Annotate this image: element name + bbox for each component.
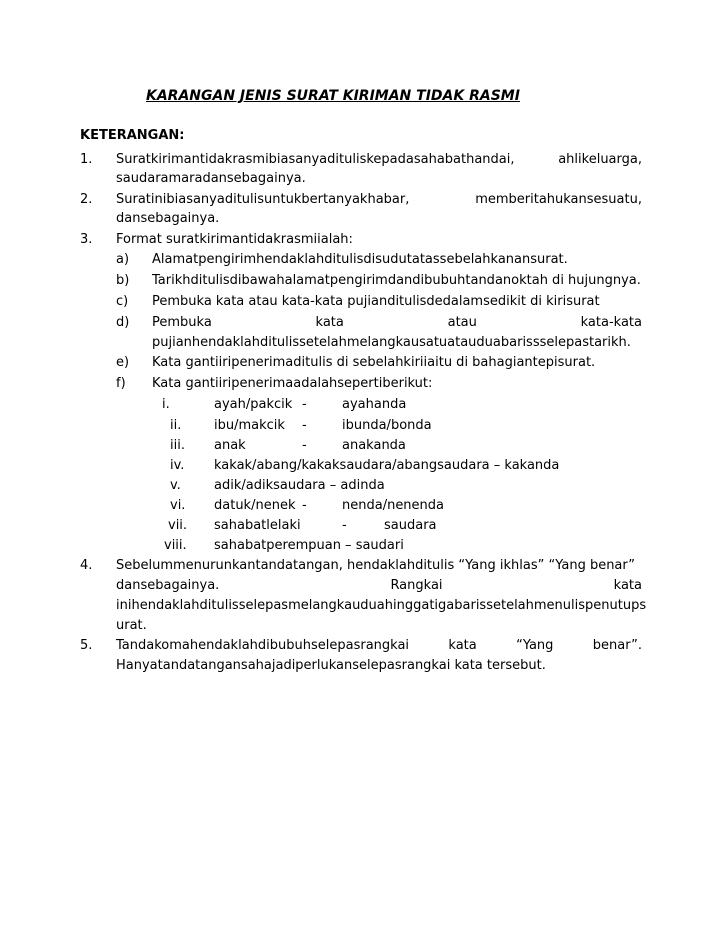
sub-c-text: Pembuka kata atau kata-kata pujianditulisdedalamsedikit di kirisurat bbox=[152, 294, 600, 309]
roman-number: v. bbox=[170, 478, 181, 493]
roman-separator: - bbox=[302, 498, 307, 513]
roman-number: viii. bbox=[164, 538, 187, 553]
sub-f-letter: f) bbox=[116, 376, 126, 391]
sub-d-word: Pembuka bbox=[152, 315, 212, 330]
roman-full-line: sahabatperempuan – saudari bbox=[214, 538, 404, 553]
roman-full-line: adik/adiksaudara – adinda bbox=[214, 478, 385, 493]
roman-number: vii. bbox=[168, 518, 188, 533]
document-title: KARANGAN JENIS SURAT KIRIMAN TIDAK RASMI bbox=[146, 88, 520, 104]
item-4-line3: inihendaklahditulisselepasmelangkauduahinggatigabarissetelahmenulispenutups bbox=[116, 598, 647, 613]
roman-meaning: ayahanda bbox=[342, 397, 407, 412]
roman-number: vi. bbox=[170, 498, 186, 513]
roman-separator: - bbox=[302, 438, 307, 453]
item-5-word: kata bbox=[448, 638, 477, 653]
item-2-line1 bbox=[116, 192, 642, 207]
item-4-word: dansebagainya. bbox=[116, 578, 220, 593]
sub-d-word: kata-kata bbox=[580, 315, 642, 330]
roman-number: iii. bbox=[170, 438, 185, 453]
item-5-number: 5. bbox=[80, 638, 93, 653]
item-5-line2: Hanyatandatangansahajadiperlukanselepasrangkai kata tersebut. bbox=[116, 658, 546, 673]
item-2-word: memberitahukansesuatu, bbox=[475, 192, 642, 207]
item-1-line1 bbox=[116, 152, 642, 167]
roman-term: ayah/pakcik bbox=[214, 397, 293, 412]
roman-number: iv. bbox=[170, 458, 185, 473]
item-2-line2: dansebagainya. bbox=[116, 211, 220, 226]
sub-e-text: Kata gantiiripenerimaditulis di sebelahkiriiaitu di bahagiantepisurat. bbox=[152, 355, 596, 370]
item-5-word: Tandakomahendaklahdibubuhselepasrangkai bbox=[116, 638, 410, 653]
sub-d-line1 bbox=[152, 315, 642, 330]
roman-meaning: saudara bbox=[384, 518, 437, 533]
roman-meaning: ibunda/bonda bbox=[342, 418, 432, 433]
item-1-number: 1. bbox=[80, 152, 93, 167]
item-1-line2: saudaramaradansebagainya. bbox=[116, 171, 306, 186]
roman-term: datuk/nenek bbox=[214, 498, 296, 513]
item-1-word: ahlikeluarga, bbox=[558, 152, 642, 167]
roman-separator: - bbox=[302, 397, 307, 412]
item-2-word: Suratinibiasanyaditulisuntukbertanyakhabar, bbox=[116, 192, 410, 207]
sub-d-word: atau bbox=[447, 315, 477, 330]
sub-b-text: Tarikhditulisdibawahalamatpengirimdandibubuhtandanoktah di hujungnya. bbox=[152, 273, 641, 288]
roman-term: ibu/makcik bbox=[214, 418, 285, 433]
sub-a-letter: a) bbox=[116, 252, 130, 267]
item-4-line1: Sebelummenurunkantandatangan, hendaklahditulis “Yang ikhlas” “Yang benar” bbox=[116, 558, 636, 573]
sub-c-letter: c) bbox=[116, 294, 129, 309]
item-4-number: 4. bbox=[80, 558, 93, 573]
item-5-word: “Yang bbox=[516, 638, 554, 653]
sub-d-word: kata bbox=[315, 315, 344, 330]
roman-meaning: nenda/nenenda bbox=[342, 498, 445, 513]
item-4-line4: urat. bbox=[116, 618, 147, 633]
roman-separator: - bbox=[302, 418, 307, 433]
roman-number: ii. bbox=[170, 418, 182, 433]
item-4-word: kata bbox=[613, 578, 642, 593]
item-3-number: 3. bbox=[80, 232, 93, 247]
roman-term: anak bbox=[214, 438, 246, 453]
sub-f-text: Kata gantiiripenerimaadalahsepertiberikut: bbox=[152, 376, 433, 391]
roman-separator: - bbox=[342, 518, 347, 533]
roman-number: i. bbox=[162, 397, 170, 412]
item-5-word: benar”. bbox=[592, 638, 642, 653]
item-3-line1: Format suratkirimantidakrasmiialah: bbox=[116, 232, 353, 247]
roman-term: sahabatlelaki bbox=[214, 518, 301, 533]
sub-a-text: Alamatpengirimhendaklahditulisdisudutatassebelahkanansurat. bbox=[152, 252, 568, 267]
item-2-number: 2. bbox=[80, 192, 93, 207]
sub-b-letter: b) bbox=[116, 273, 130, 288]
item-4-word: Rangkai bbox=[390, 578, 443, 593]
sub-d-line2: pujianhendaklahditulissetelahmelangkausatuatauduabarissselepastarikh. bbox=[152, 335, 631, 350]
item-4-line2 bbox=[116, 578, 642, 593]
keterangan-heading: KETERANGAN: bbox=[80, 128, 185, 143]
roman-full-line: kakak/abang/kakaksaudara/abangsaudara – kakanda bbox=[214, 458, 560, 473]
item-5-line1 bbox=[116, 638, 642, 653]
roman-meaning: anakanda bbox=[342, 438, 406, 453]
sub-e-letter: e) bbox=[116, 355, 130, 370]
sub-d-letter: d) bbox=[116, 315, 130, 330]
item-1-word: Suratkirimantidakrasmibiasanyadituliskepadasahabathandai, bbox=[116, 152, 515, 167]
